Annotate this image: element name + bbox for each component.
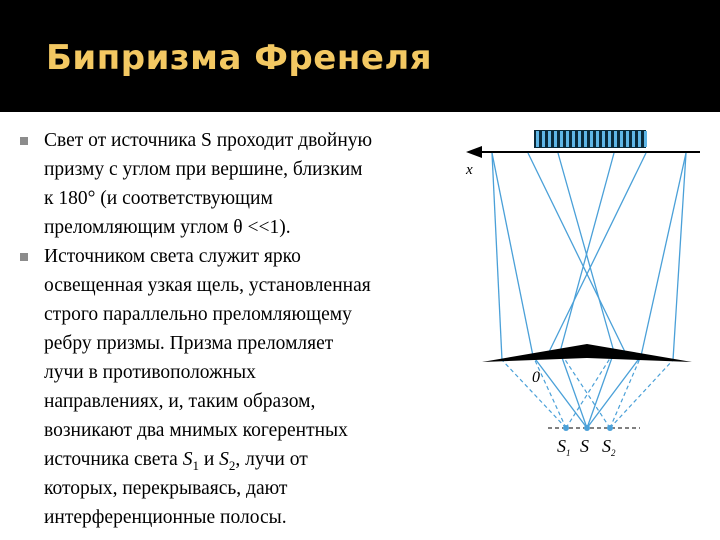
- bullet-line: интерференционные полосы.: [44, 507, 287, 528]
- fringe-stripe: [596, 131, 599, 147]
- bullet-marker-icon: [20, 137, 28, 145]
- source-s2-label: $S_2$: [602, 436, 616, 458]
- fringe-stripe: [578, 131, 581, 147]
- fringe-stripe: [632, 131, 635, 147]
- bullet-line: направлениях, и, таким образом,: [44, 391, 316, 412]
- fringe-stripe: [614, 131, 617, 147]
- bullet-line: освещенная узкая щель, установленная: [44, 275, 371, 296]
- bullet-line: преломляющим углом θ <<1).: [44, 217, 291, 238]
- bullet-line: к 180° (и соответствующим: [44, 188, 273, 209]
- fringe-stripe: [638, 131, 641, 147]
- virtual-rays: [502, 352, 673, 428]
- bullet-line: призму с углом при вершине, близким: [44, 159, 363, 180]
- bullet-line: ребру призмы. Призма преломляет: [44, 333, 334, 354]
- bullet-line: лучи в противоположных: [44, 362, 256, 383]
- interference-fringes: [534, 130, 647, 148]
- fringe-stripe: [560, 131, 563, 147]
- bullet-marker-icon: [20, 253, 28, 261]
- fringe-stripe: [608, 131, 611, 147]
- light-rays: [492, 153, 686, 428]
- axis-x-label: x: [466, 162, 473, 178]
- fringe-stripe: [590, 131, 593, 147]
- source-s-label: S: [580, 436, 589, 456]
- fringe-stripe: [572, 131, 575, 147]
- bullet-item-2: [18, 242, 458, 532]
- fringe-stripe: [566, 131, 569, 147]
- slide-title: Бипризма Френеля: [46, 38, 433, 78]
- bullet-line: Свет от источника S проходит двойную: [44, 130, 373, 151]
- biprism: [482, 344, 692, 362]
- bullet-line-sources: источника света $S_1$ и $S_2$, лучи от: [44, 449, 308, 473]
- fringe-stripe: [644, 131, 647, 147]
- bullet-line: которых, перекрываясь, дают: [44, 478, 288, 499]
- origin-label: 0: [532, 369, 540, 386]
- fringe-stripe: [602, 131, 605, 147]
- axis-arrow-icon: [466, 146, 482, 158]
- fringe-stripe: [620, 131, 623, 147]
- bullet-line: Источником света служит ярко: [44, 246, 301, 267]
- fringe-stripe: [584, 131, 587, 147]
- slide-header: [0, 0, 720, 112]
- source-s-point: [584, 425, 590, 431]
- fringe-stripe: [548, 131, 551, 147]
- bullet-line: строго параллельно преломляющему: [44, 304, 352, 325]
- fringe-stripe: [554, 131, 557, 147]
- source-s1-label: $S_1$: [557, 436, 571, 458]
- fringe-stripe: [536, 131, 539, 147]
- bullet-line: возникают два мнимых когерентных: [44, 420, 348, 441]
- source-s2-point: [607, 425, 613, 431]
- slide-body: [18, 126, 458, 532]
- source-s1-point: [563, 425, 569, 431]
- fringe-stripe: [626, 131, 629, 147]
- bullet-item-1: [18, 126, 458, 242]
- biprism-diagram: [450, 118, 720, 540]
- fringe-stripe: [542, 131, 545, 147]
